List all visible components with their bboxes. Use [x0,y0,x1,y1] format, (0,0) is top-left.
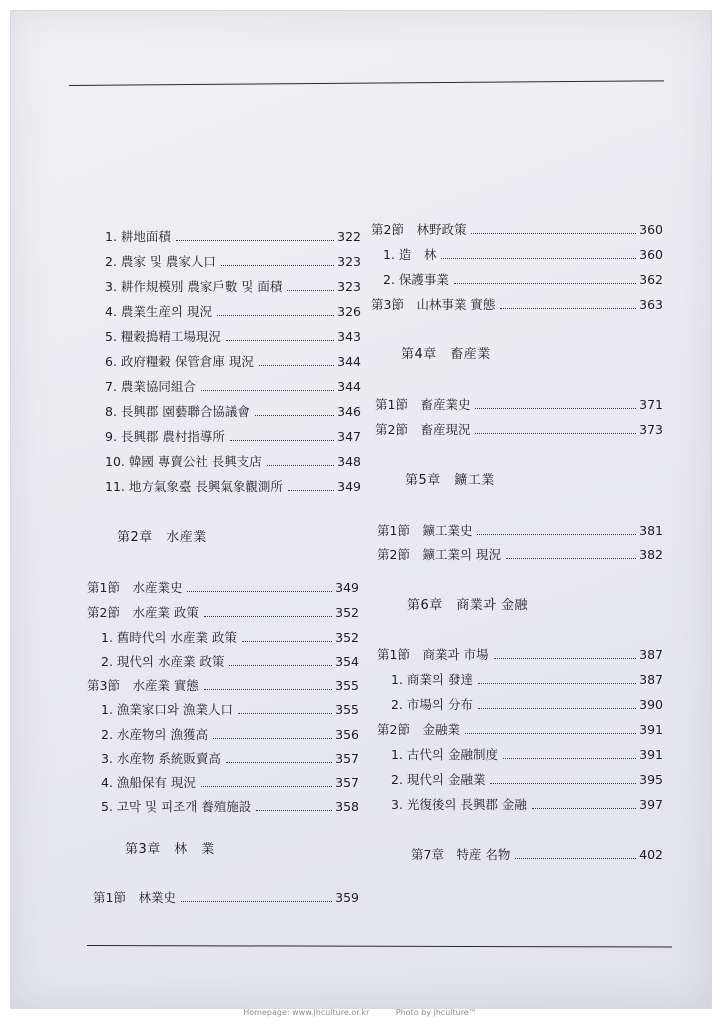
toc-entry [87,676,359,696]
dot-leader [494,658,637,659]
toc-entry-title: 10. 韓國 專賣公社 長興支店 [105,454,262,469]
toc-entry-title: 8. 長興郡 園藝聯合協議會 [105,404,250,419]
toc-entry [105,302,361,322]
dot-leader [213,738,332,739]
toc-entry-page: 344 [337,354,361,369]
toc-entry-page: 387 [639,672,663,687]
toc-entry-title: 1. 舊時代의 水産業 政策 [101,630,237,645]
dot-leader [532,808,636,809]
dot-leader [475,408,636,409]
toc-entry-title: 第3節 水産業 實態 [87,678,199,693]
toc-entry [105,402,361,422]
chapter-heading: 第6章 商業과 金融 [407,598,528,613]
toc-entry-title: 第1節 鑛工業史 [377,523,473,538]
toc-entry [391,695,663,715]
toc-entry-page: 322 [337,229,361,244]
toc-entry-title: 3. 水産物 系統販賣高 [101,751,221,766]
dot-leader [204,689,332,690]
toc-entry-title: 4. 漁船保有 現況 [101,775,196,790]
toc-entry-page: 343 [337,329,361,344]
toc-entry [105,252,361,272]
dot-leader [503,758,636,759]
dot-leader [475,433,636,434]
chapter-page: 402 [639,847,663,862]
toc-entry-title: 第2節 鑛工業의 現況 [377,547,502,562]
photo-credit: Photo by jhculture™ [395,1008,477,1017]
dot-leader [287,290,334,291]
dot-leader [515,858,636,859]
toc-entry-page: 363 [639,297,663,312]
toc-entry-page: 360 [639,247,663,262]
toc-entry-page: 357 [335,775,359,790]
toc-entry-page: 348 [337,454,361,469]
toc-entry [377,645,663,665]
toc-entry-page: 359 [335,890,359,905]
toc-entry-page: 355 [335,702,359,717]
toc-entry-page: 356 [335,727,359,742]
toc-entry-page: 373 [639,422,663,437]
top-rule [69,80,664,86]
toc-entry-title: 11. 地方氣象臺 長興氣象觀測所 [105,479,283,494]
toc-entry [93,888,359,908]
photo-credit-footer [0,1008,720,1017]
dot-leader [229,665,332,666]
toc-entry-page: 354 [335,654,359,669]
toc-entry [391,770,663,790]
dot-leader [490,783,636,784]
toc-entry-page: 381 [639,523,663,538]
dot-leader [477,534,636,535]
toc-entry-title: 2. 保護事業 [383,272,449,287]
dot-leader [221,265,334,266]
toc-entry-title: 3. 光復後의 長興郡 金融 [391,797,527,812]
toc-entry-title: 1. 古代의 金融制度 [391,747,498,762]
toc-entry-page: 352 [335,630,359,645]
chapter-heading: 第4章 畜産業 [401,347,491,362]
toc-entry-title: 2. 現代의 水産業 政策 [101,654,225,669]
dot-leader [441,258,636,259]
dot-leader [255,415,334,416]
toc-entry-page: 344 [337,379,361,394]
chapter-entry [411,845,663,865]
toc-entry-page: 357 [335,751,359,766]
toc-entry [87,578,359,598]
toc-entry [105,277,361,297]
toc-entry-title: 第3節 山林事業 實態 [371,297,496,312]
homepage-credit: Homepage: www.jhculture.or.kr [243,1008,370,1017]
toc-entry [105,327,361,347]
toc-entry [105,377,361,397]
dot-leader [238,713,332,714]
toc-entry-title: 第1節 林業史 [93,890,176,905]
toc-entry [371,295,663,315]
dot-leader [506,558,636,559]
toc-entry-page: 387 [639,647,663,662]
toc-entry [101,797,359,817]
dot-leader [204,616,332,617]
toc-entry-page: 382 [639,547,663,562]
dot-leader [288,490,334,491]
toc-entry-title: 2. 市場의 分布 [391,697,473,712]
toc-entry-page: 323 [337,279,361,294]
toc-entry-title: 2. 現代의 金融業 [391,772,486,787]
chapter-title: 第7章 特産 名物 [411,847,511,862]
toc-entry [105,452,361,472]
toc-entry-page: 395 [639,772,663,787]
dot-leader [201,390,334,391]
toc-entry [101,773,359,793]
toc-entry [101,628,359,648]
toc-entry [383,270,663,290]
toc-entry-title: 第1節 畜産業史 [375,397,471,412]
dot-leader [478,708,636,709]
dot-leader [176,240,334,241]
toc-entry-title: 5. 고막 및 피조개 養殖施設 [101,799,252,814]
toc-entry-title: 5. 糧穀搗精工場現況 [105,329,221,344]
toc-entry-title: 1. 造 林 [383,247,437,262]
toc-entry-page: 360 [639,222,663,237]
toc-entry-page: 352 [335,605,359,620]
toc-entry [391,745,663,765]
dot-leader [259,365,334,366]
toc-entry [105,477,361,497]
toc-entry-title: 1. 耕地面積 [105,229,171,244]
toc-entry [375,420,663,440]
toc-entry [87,603,359,623]
toc-entry-title: 3. 耕作規模別 農家戶數 및 面積 [105,279,283,294]
dot-leader [256,810,332,811]
dot-leader [187,591,332,592]
chapter-heading: 第5章 鑛工業 [405,473,495,488]
toc-entry-title: 第1節 水産業史 [87,580,183,595]
dot-leader [267,465,334,466]
toc-entry-title: 1. 漁業家口와 漁業人口 [101,702,233,717]
toc-entry-page: 347 [337,429,361,444]
dot-leader [217,315,334,316]
toc-entry-page: 349 [337,479,361,494]
toc-entry-page: 355 [335,678,359,693]
toc-entry [391,670,663,690]
toc-entry [101,652,359,672]
dot-leader [230,440,334,441]
dot-leader [201,786,332,787]
toc-entry [371,220,663,240]
toc-entry-title: 第1節 商業과 市場 [377,647,489,662]
toc-entry [101,749,359,769]
toc-entry-page: 349 [335,580,359,595]
toc-entry-title: 第2節 林野政策 [371,222,467,237]
dot-leader [471,233,636,234]
dot-leader [226,340,334,341]
toc-entry [105,227,361,247]
dot-leader [454,283,636,284]
toc-entry [383,245,663,265]
toc-entry-title: 6. 政府糧穀 保管倉庫 現況 [105,354,254,369]
toc-entry-title: 2. 水産物의 漁獲高 [101,727,208,742]
toc-entry [377,545,663,565]
toc-entry-page: 323 [337,254,361,269]
toc-entry-title: 4. 農業生産의 現況 [105,304,212,319]
toc-entry-page: 371 [639,397,663,412]
toc-entry-title: 2. 農家 및 農家人口 [105,254,216,269]
toc-entry [105,352,361,372]
toc-entry-page: 358 [335,799,359,814]
toc-entry-title: 7. 農業協同組合 [105,379,196,394]
toc-entry-page: 391 [639,722,663,737]
dot-leader [500,308,636,309]
dot-leader [181,901,332,902]
toc-entry [105,427,361,447]
toc-entry-page: 390 [639,697,663,712]
toc-entry-title: 9. 長興郡 農村指導所 [105,429,225,444]
toc-entry [101,725,359,745]
toc-entry-page: 362 [639,272,663,287]
toc-entry [101,700,359,720]
chapter-heading: 第3章 林 業 [125,842,215,857]
toc-entry-page: 391 [639,747,663,762]
dot-leader [478,683,636,684]
toc-entry [391,795,663,815]
toc-entry-page: 326 [337,304,361,319]
toc-entry-page: 346 [337,404,361,419]
toc-entry-page: 397 [639,797,663,812]
dot-leader [465,733,636,734]
toc-entry-title: 第2節 金融業 [377,722,460,737]
toc-entry [375,395,663,415]
toc-entry-title: 第2節 水産業 政策 [87,605,199,620]
bottom-rule [87,945,672,948]
dot-leader [242,641,332,642]
dot-leader [226,762,332,763]
toc-entry [377,720,663,740]
book-page [10,10,712,1009]
toc-entry-title: 1. 商業의 發達 [391,672,473,687]
toc-entry-title: 第2節 畜産現況 [375,422,471,437]
chapter-heading: 第2章 水産業 [117,530,207,545]
toc-entry [377,521,663,541]
